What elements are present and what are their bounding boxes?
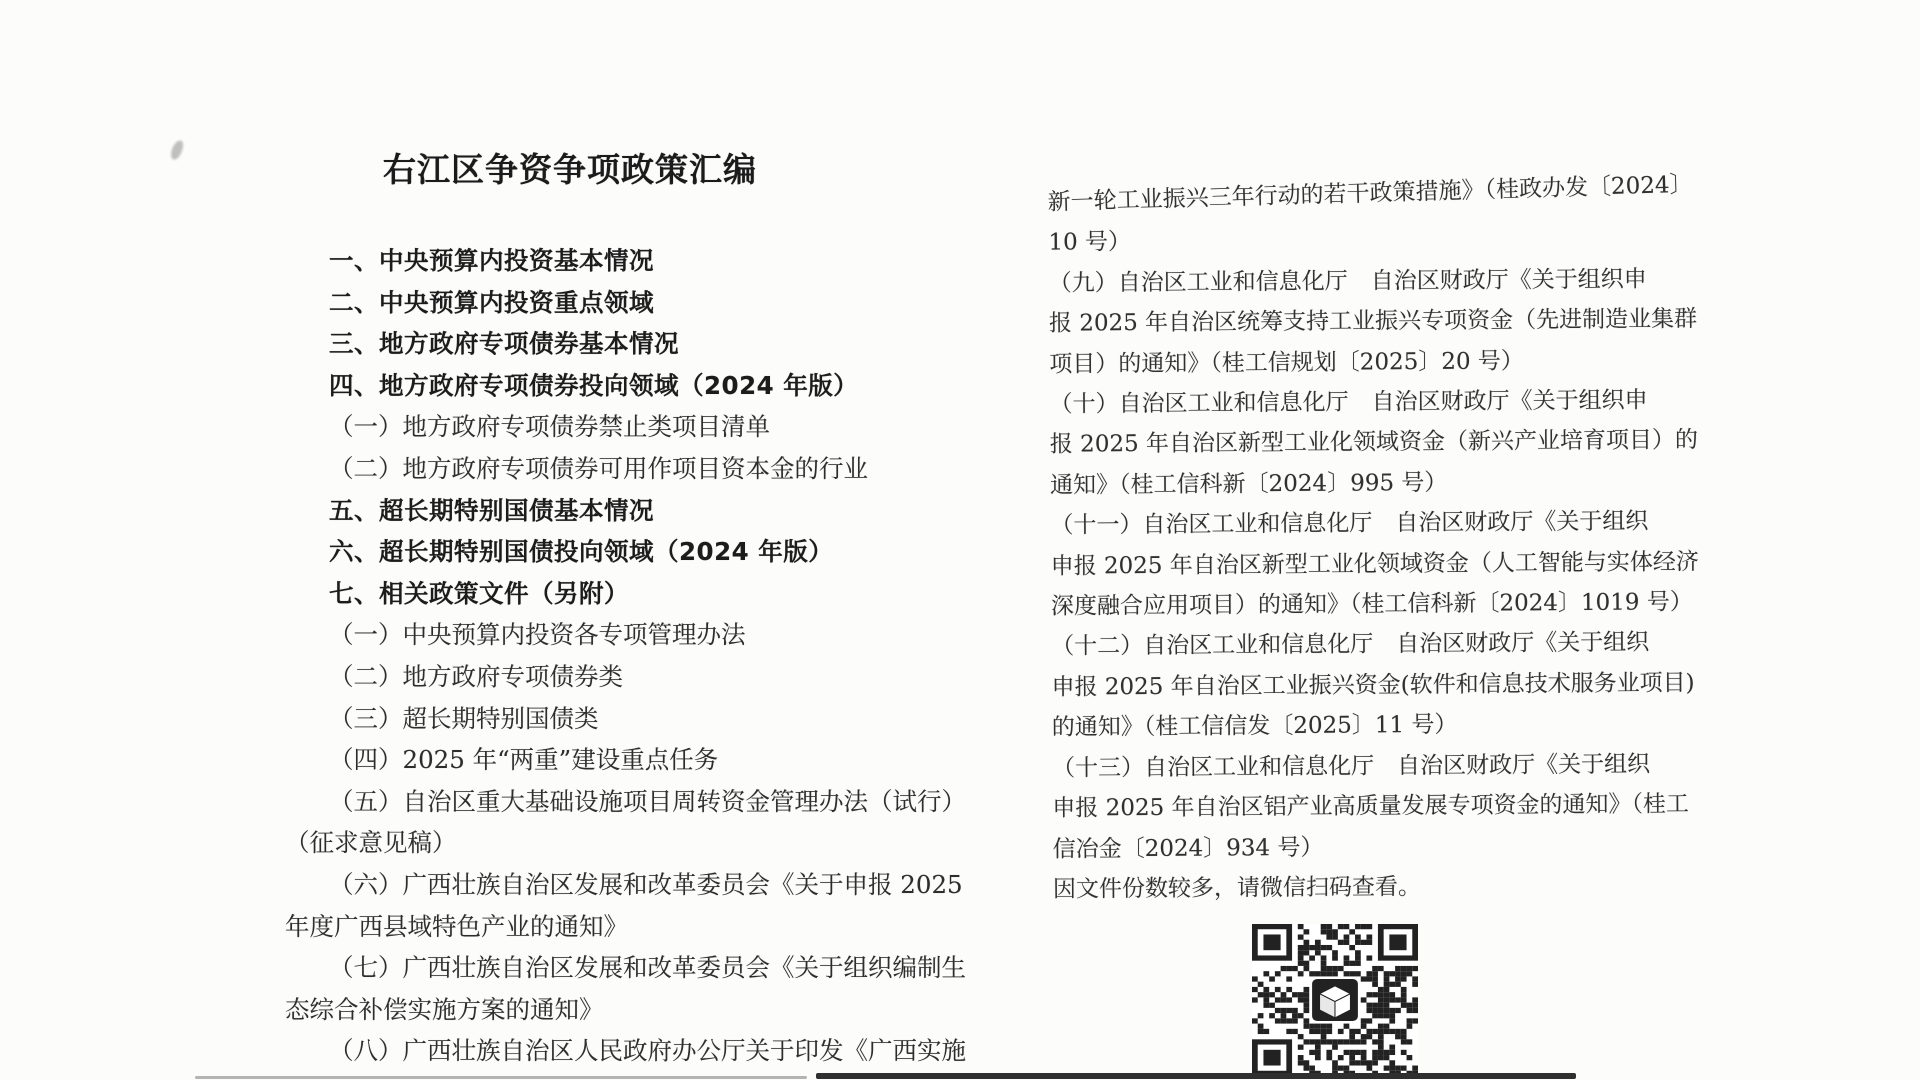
qr-code	[1252, 924, 1418, 1076]
toc-item: 二、中央预算内投资重点领域	[329, 287, 654, 317]
toc-item: 四、地方政府专项债券投向领域（2024 年版）	[329, 370, 859, 400]
policy-line-continuation: 10 号）	[1048, 229, 1132, 257]
toc-subitem: （一）地方政府专项债券禁止类项目清单	[329, 412, 770, 442]
document-title: 右江区争资争项政策汇编	[383, 150, 757, 189]
policy-line: （十二）自治区工业和信息化厅 自治区财政厅《关于组织	[1051, 629, 1650, 661]
policy-line-continuation: 通知》（桂工信科新〔2024〕995 号）	[1050, 469, 1448, 499]
toc-subitem: （二）地方政府专项债券类	[329, 661, 623, 691]
scan-edge-shadow-right	[816, 1073, 1576, 1079]
toc-item: 六、超长期特别国债投向领域（2024 年版）	[329, 537, 834, 567]
toc-subitem: （六）广西壮族自治区发展和改革委员会《关于申报 2025	[329, 869, 963, 899]
policy-line-continuation: 信冶金〔2024〕934 号）	[1052, 834, 1324, 863]
policy-line-continuation: 申报 2025 年自治区新型工业化领域资金（人工智能与实体经济	[1050, 548, 1699, 580]
policy-column	[1000, 171, 1699, 910]
policy-line-continuation: 报 2025 年自治区统筹支持工业振兴专项资金（先进制造业集群	[1048, 306, 1698, 337]
policy-line-continuation: 深度融合应用项目）的通知》（桂工信科新〔2024〕1019 号）	[1050, 589, 1693, 620]
toc-item: 三、地方政府专项债券基本情况	[329, 329, 679, 359]
toc-subitem-continuation: 年度广西县域特色产业的通知》	[285, 911, 628, 941]
toc-subitem-continuation: 态综合补偿实施方案的通知》	[285, 994, 604, 1024]
qr-scan-note: 因文件份数较多，请微信扫码查看。	[1052, 873, 1422, 903]
policy-line: （十三）自治区工业和信息化厅 自治区财政厅《关于组织	[1051, 751, 1651, 782]
policy-line: （十一）自治区工业和信息化厅 自治区财政厅《关于组织	[1050, 508, 1649, 539]
toc-subitem: （三）超长期特别国债类	[329, 703, 599, 733]
toc-subitem-continuation: （征求意见稿）	[285, 828, 457, 858]
toc-item: 一、中央预算内投资基本情况	[329, 246, 654, 275]
policy-line-continuation: 项目）的通知》（桂工信规划〔2025〕20 号）	[1049, 347, 1524, 378]
toc-subitem: （八）广西壮族自治区人民政府办公厅关于印发《广西实施	[329, 1036, 966, 1066]
toc-subitem: （一）中央预算内投资各专项管理办法	[329, 620, 746, 650]
policy-line-continuation: 报 2025 年自治区新型工业化领域资金（新兴产业培育项目）的	[1049, 427, 1699, 459]
toc-item: 五、超长期特别国债基本情况	[329, 495, 654, 525]
policy-line-continuation: 新一轮工业振兴三年行动的若干政策措施》（桂政办发〔2024〕	[1047, 171, 1693, 216]
toc-subitem: （五）自治区重大基础设施项目周转资金管理办法（试行）	[329, 786, 966, 816]
toc-column	[285, 240, 965, 1072]
scan-artifact	[169, 139, 185, 161]
policy-line: （十）自治区工业和信息化厅 自治区财政厅《关于组织申	[1049, 387, 1648, 418]
toc-item: 七、相关政策文件（另附）	[329, 578, 629, 608]
policy-line-continuation: 的通知》（桂工信信发〔2025〕11 号）	[1051, 712, 1458, 741]
toc-subitem: （四）2025 年“两重”建设重点任务	[329, 745, 719, 775]
policy-line-continuation: 申报 2025 年自治区铝产业高质量发展专项资金的通知》（桂工	[1052, 791, 1690, 822]
toc-subitem: （二）地方政府专项债券可用作项目资本金的行业	[329, 453, 868, 483]
policy-line: （九）自治区工业和信息化厅 自治区财政厅《关于组织申	[1048, 266, 1647, 297]
policy-line-continuation: 申报 2025 年自治区工业振兴资金(软件和信息技术服务业项目)	[1051, 670, 1695, 701]
toc-subitem: （七）广西壮族自治区发展和改革委员会《关于组织编制生	[329, 953, 966, 983]
scan-edge-shadow-left	[195, 1076, 807, 1079]
